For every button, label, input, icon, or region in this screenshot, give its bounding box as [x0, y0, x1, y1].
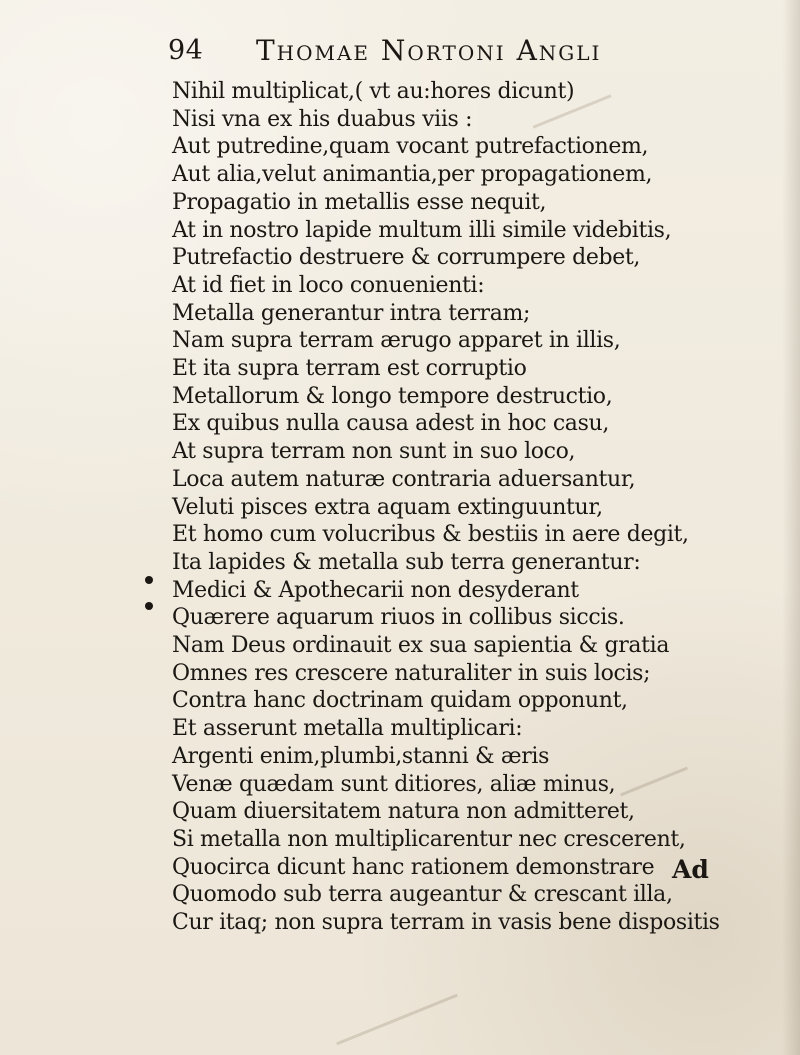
verse-line: Veluti pisces extra aquam extinguuntur,	[172, 494, 603, 520]
verse-line: Et asserunt metalla multiplicari:	[172, 716, 523, 742]
verse-line: Et ita supra terram est corruptio	[172, 356, 527, 382]
verse-line: Quocirca dicunt hanc rationem demonstrare	[172, 854, 655, 880]
verse-line: At in nostro lapide multum illi simile videbitis,	[172, 217, 672, 243]
catchword: Ad	[672, 855, 709, 884]
paper-mark	[336, 994, 458, 1045]
verse-line: Propagatio in metallis esse nequit,	[172, 189, 547, 215]
verse-line: Quam diuersitatem natura non admitteret,	[172, 799, 635, 825]
verse-line: Metallorum & longo tempore destructio,	[172, 383, 613, 409]
verse-line: Quomodo sub terra augeantur & crescant illa,	[172, 882, 673, 908]
verse-line: At supra terram non sunt in suo loco,	[172, 439, 576, 465]
margin-bullet-icon	[145, 602, 153, 610]
verse-line: At id fiet in loco conuenienti:	[172, 272, 485, 298]
latin-verse-block	[172, 78, 720, 937]
verse-line: Aut putredine,quam vocant putrefactionem,	[172, 134, 649, 160]
margin-bullet-icon	[145, 576, 153, 584]
verse-line: Contra hanc doctrinam quidam opponunt,	[172, 688, 628, 714]
verse-line: Cur itaq; non supra terram in vasis bene dispositis	[172, 910, 720, 936]
verse-line: Venæ quædam sunt ditiores, aliæ minus,	[172, 771, 616, 797]
verse-line: Et homo cum volucribus & bestiis in aere degit,	[172, 522, 689, 548]
verse-line: Omnes res crescere naturaliter in suis locis;	[172, 660, 651, 686]
page-number: 94	[168, 35, 204, 66]
verse-line: Putrefactio destruere & corrumpere debet,	[172, 245, 641, 271]
verse-line: Nam Deus ordinauit ex sua sapientia & gratia	[172, 633, 670, 659]
verse-line: Loca autem naturæ contraria aduersantur,	[172, 466, 636, 492]
verse-line: Metalla generantur intra terram;	[172, 300, 531, 326]
verse-line: Aut alia,velut animantia,per propagationem,	[172, 162, 653, 188]
page-edge-shadow	[782, 0, 800, 1055]
verse-line: Nisi vna ex his duabus viis :	[172, 106, 473, 132]
verse-line: Quærere aquarum riuos in collibus siccis.	[172, 605, 625, 631]
verse-line: Ita lapides & metalla sub terra generantur:	[172, 549, 641, 575]
verse-line: Argenti enim,plumbi,stanni & æris	[172, 743, 550, 769]
verse-line: Si metalla non multiplicarentur nec crescerent,	[172, 826, 686, 852]
verse-line: Ex quibus nulla causa adest in hoc casu,	[172, 411, 609, 437]
verse-line: Nam supra terram ærugo apparet in illis,	[172, 328, 621, 354]
verse-line: Nihil multiplicat,( vt au:hores dicunt)	[172, 79, 575, 104]
page-header	[168, 34, 768, 74]
verse-line: Medici & Apothecarii non desyderant	[172, 577, 579, 603]
running-head: Thomae Nortoni Angli	[256, 34, 602, 67]
